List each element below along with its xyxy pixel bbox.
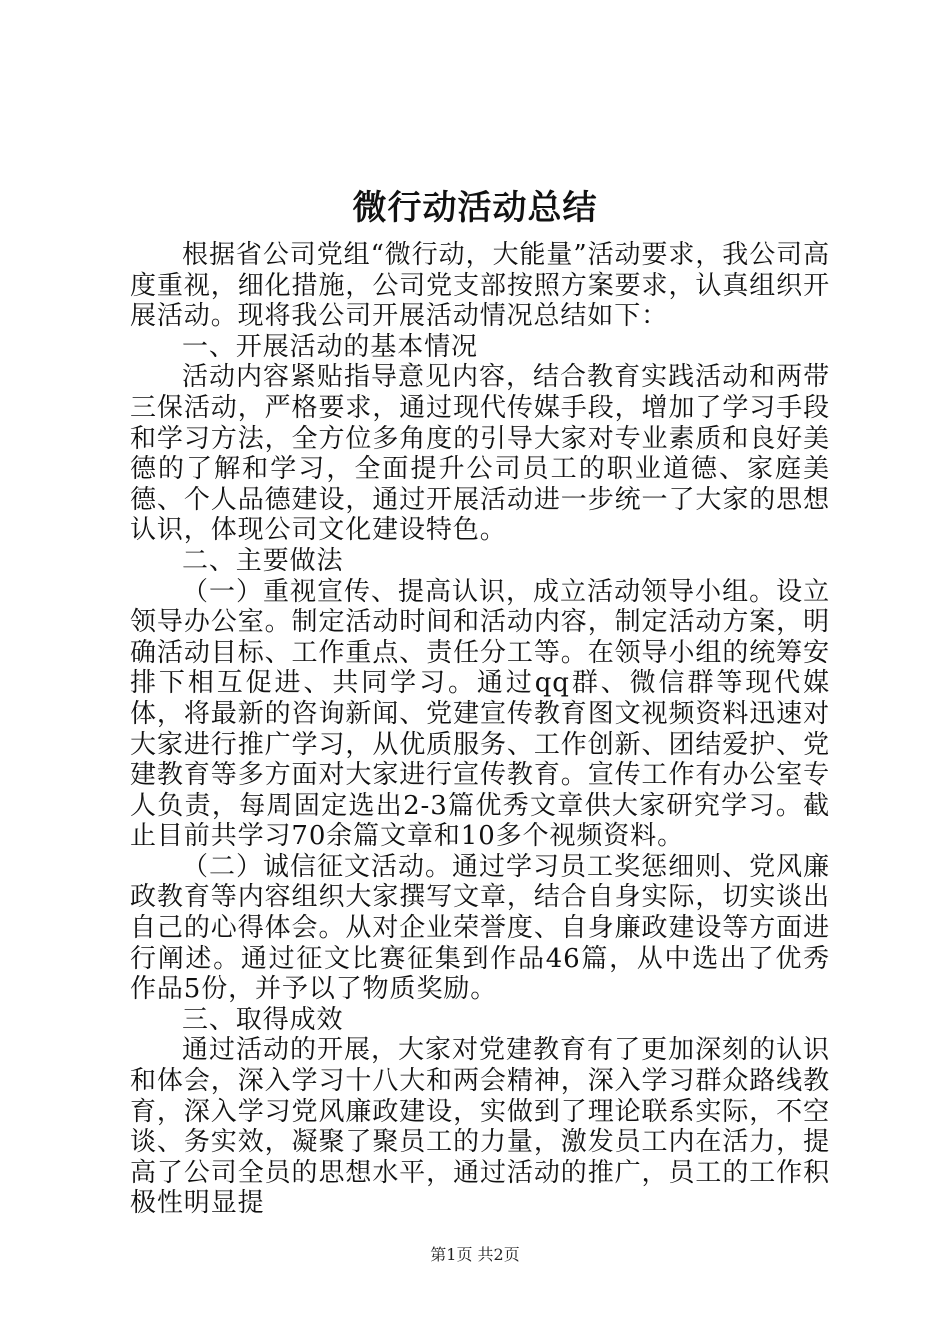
body-paragraph: （一）重视宣传、提高认识，成立活动领导小组。设立领导办公室。制定活动时间和活动内容，制定活动方案，明确活动目标、工作重点、责任分工等。在领导小组的统筹安排下相互促进、共同学习。通过qq群、微信群等现代媒体，将最新的咨询新闻、党建宣传教育图文视频资料迅速对大家进行推广学习，从优质服务、工作创新、团结爱护、党建教育等多方面对大家进行宣传教育。宣传工作有办公室专人负责，每周固定选出2-3篇优秀文章供大家研究学习。截止目前共学习70余篇文章和10多个视频资料。 [130,576,830,852]
document-body [130,240,830,1219]
section-heading-2: 二、主要做法 [182,545,344,576]
section-heading-1: 一、开展活动的基本情况 [182,331,478,362]
body-paragraph: 活动内容紧贴指导意见内容，结合教育实践活动和两带三保活动，严格要求，通过现代传媒手段，增加了学习手段和学习方法，全方位多角度的引导大家对专业素质和良好美德的了解和学习，全面提升公司员工的职业道德、家庭美德、个人品德建设，通过开展活动进一步统一了大家的思想认识，体现公司文化建设特色。 [130,362,830,546]
intro-paragraph: 根据省公司党组“微行动，大能量”活动要求，我公司高度重视，细化措施，公司党支部按照方案要求，认真组织开展活动。现将我公司开展活动情况总结如下： [130,240,830,332]
body-paragraph: （二）诚信征文活动。通过学习员工奖惩细则、党风廉政教育等内容组织大家撰写文章，结合自身实际，切实谈出自己的心得体会。从对企业荣誉度、自身廉政建设等方面进行阐述。通过征文比赛征集到作品46篇，从中选出了优秀作品5份，并予以了物质奖励。 [130,851,830,1005]
body-paragraph: 通过活动的开展，大家对党建教育有了更加深刻的认识和体会，深入学习十八大和两会精神，深入学习群众路线教育，深入学习党风廉政建设，实做到了理论联系实际，不空谈、务实效，凝聚了聚员工的力量，激发员工内在活力，提高了公司全员的思想水平，通过活动的推广，员工的工作积极性明显提 [130,1035,830,1219]
page-number-footer: 第1页 共2页 [430,1245,520,1264]
document-title: 微行动活动总结 [352,188,598,228]
section-heading-3: 三、取得成效 [182,1004,344,1035]
